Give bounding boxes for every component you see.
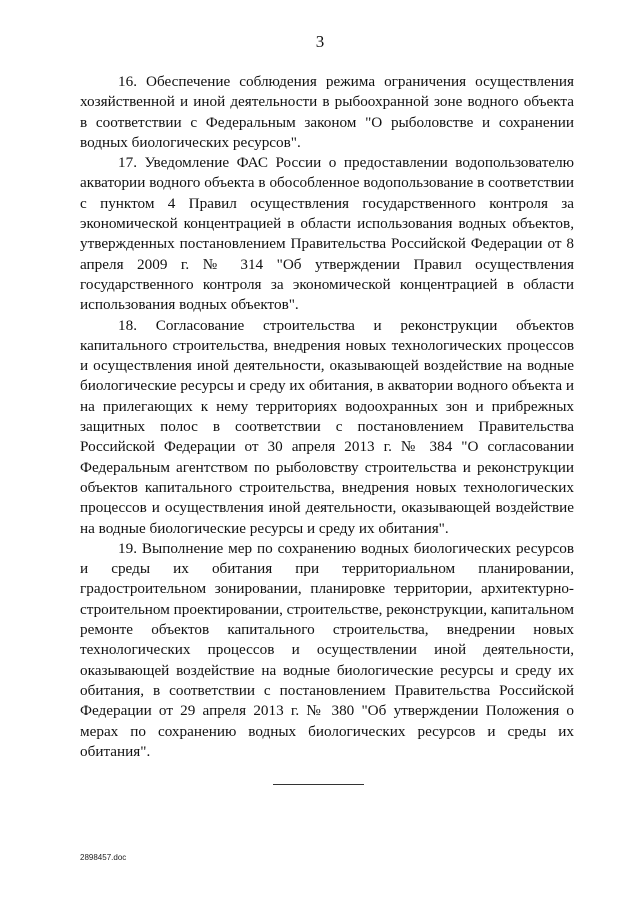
paragraph-18: 18. Согласование строительства и реконструкции объектов капитального строительства, внедрения новых технологических процессов и осуществления иной деятельности, оказывающей воздействие на водные биологические ресурсы и среду их обитания, в акватории водного объекта и на прилегающих к нему территориях водоохранных зон и прибрежных защитных полос в соответствии с постановлением Правительства Российской Федерации от 30 апреля 2013 г. № 384 "О согласовании Федеральным агентством по рыболовству строительства и реконструкции объектов капитального строительства, внедрения новых технологических процессов и осуществления иной деятельности, оказывающей воздействие на водные биологические ресурсы и среду их обитания". xyxy=(80,316,574,537)
paragraph-16: 16. Обеспечение соблюдения режима ограничения осуществления хозяйственной и иной деятельности в рыбоохранной зоне водного объекта в соответствии с Федеральным законом "О рыболовстве и сохранении водных биологических ресурсов". xyxy=(80,73,574,151)
paragraph-19: 19. Выполнение мер по сохранению водных биологических ресурсов и среды их обитания при территориальном планировании, градостроительном зонировании, планировке территории, архитектурно-строительном проектировании, строительстве, реконструкции, капитальном ремонте объектов капитального строительства, внедрении новых технологических процессов и осуществлении иной деятельности, оказывающей воздействие на водные биологические ресурсы и среду их обитания, в соответствии с постановлением Правительства Российской Федерации от 29 апреля 2013 г. № 380 "Об утверждении Положения о мерах по сохранению водных биологических ресурсов и среды их обитания". xyxy=(80,539,574,760)
document-body xyxy=(80,72,574,762)
page-number: 3 xyxy=(315,32,325,51)
document-file-code: 2898457.doc xyxy=(80,853,127,862)
paragraph-17: 17. Уведомление ФАС России о предоставлении водопользователю акватории водного объекта в обособленное водопользование в соответствии с пунктом 4 Правил осуществления государственного контроля за экономической концентрацией в области использования водных объектов, утвержденных постановлением Правительства Российской Федерации от 8 апреля 2009 г. № 314 "Об утверждении Правил осуществления государственного контроля за экономической концентрацией в области использования водных объектов". xyxy=(80,154,574,314)
end-separator-line xyxy=(273,784,364,785)
